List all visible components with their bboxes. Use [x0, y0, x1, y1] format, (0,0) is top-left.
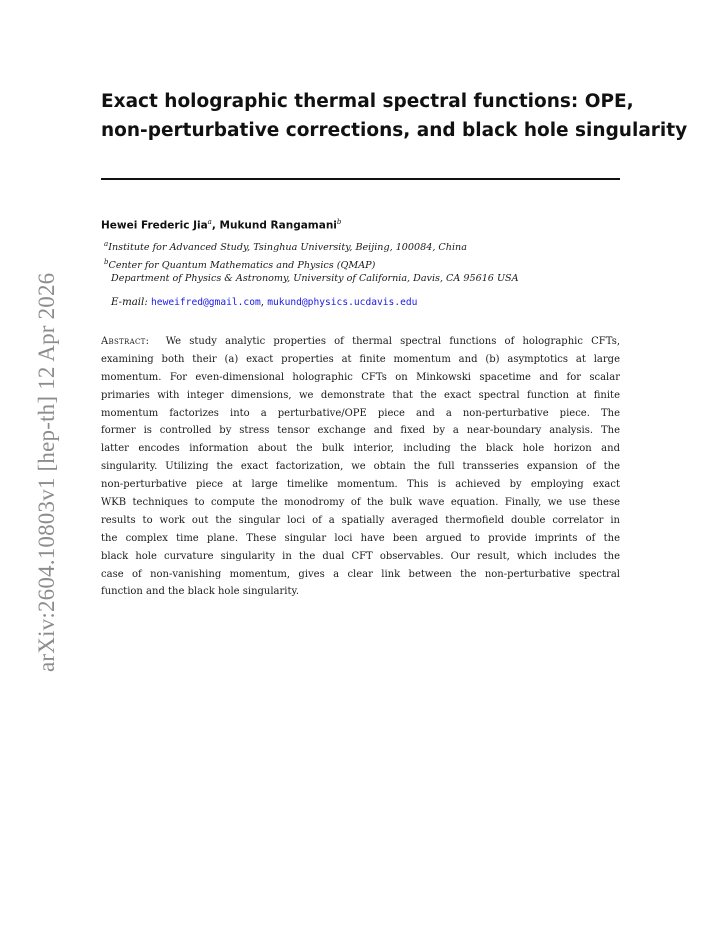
affiliation	[104, 240, 467, 253]
abstract-line: function and the black hole singularity.	[101, 586, 300, 598]
abstract-line: momentum factorizes into a perturbative/OPE piece and a non-perturbative piece. The	[101, 407, 620, 419]
email-link[interactable]: heweifred@gmail.com	[151, 297, 261, 308]
abstract-label: Abstract:	[101, 336, 150, 347]
affiliation-mark: a	[104, 240, 109, 248]
affiliation-text: Center for Quantum Mathematics and Physics (QMAP)	[108, 260, 376, 272]
arxiv-identifier: arXiv:2604.10803v1 [hep-th] 12 Apr 2026	[34, 272, 59, 672]
abstract-line: examining both their (a) exact properties at finite momentum and (b) asymptotics at large	[101, 353, 620, 365]
abstract-line: former is controlled by stress tensor exchange and fixed by a near-boundary analysis. The	[101, 425, 620, 437]
abstract-line: the complex time plane. These singular loci have been argued to provide imprints of the	[101, 532, 620, 544]
abstract-text: We study analytic properties of thermal spectral functions of holographic CFTs,	[165, 336, 620, 347]
title-line-1: Exact holographic thermal spectral functions: OPE,	[101, 91, 634, 112]
abstract-line: black hole curvature singularity in the dual CFT observables. Our result, which includes the	[101, 550, 620, 562]
title-line-2: non-perturbative corrections, and black hole singularity	[101, 120, 688, 141]
paper-title	[101, 87, 688, 145]
abstract-line: primaries with integer dimensions, we demonstrate that the exact spectral function at finite	[101, 389, 620, 401]
email-label: E-mail:	[111, 297, 148, 308]
email-link[interactable]: mukund@physics.ucdavis.edu	[267, 297, 418, 308]
abstract-line: case of non-vanishing momentum, gives a clear link between the non-perturbative spectral	[101, 568, 620, 580]
affiliation-mark: b	[104, 258, 109, 266]
title-divider	[101, 178, 620, 180]
affiliation-text: Institute for Advanced Study, Tsinghua University, Beijing, 100084, China	[108, 242, 467, 254]
abstract-line: results to work out the singular loci of a spatially averaged thermofield double correlator in	[101, 514, 620, 526]
author-name: Mukund Rangamani	[219, 219, 337, 232]
abstract-line: singularity. Utilizing the exact factorization, we obtain the full transseries expansion of the	[101, 461, 620, 473]
author-affiliation-mark: a	[207, 218, 212, 226]
email-separator: ,	[260, 297, 268, 308]
affiliation	[111, 273, 519, 284]
affiliation-text: Department of Physics & Astronomy, University of California, Davis, CA 95616 USA	[111, 273, 519, 284]
abstract-line: momentum. For even-dimensional holographic CFTs on Minkowski spacetime and for scalar	[101, 371, 620, 383]
email-line	[111, 297, 417, 308]
affiliation	[104, 258, 375, 271]
author-name: Hewei Frederic Jia	[101, 219, 208, 232]
abstract-line	[101, 333, 620, 351]
abstract-line: non-perturbative piece at large timelike momentum. This is achieved by employing exact	[101, 479, 620, 491]
abstract-line: WKB techniques to compute the monodromy of the bulk wave equation. Finally, we use these	[101, 497, 620, 509]
abstract-line: latter encodes information about the bulk interior, including the black hole horizon and	[101, 443, 620, 455]
author-affiliation-mark: b	[336, 218, 342, 226]
author-separator: ,	[211, 219, 220, 232]
abstract	[101, 333, 620, 601]
author-list	[101, 218, 341, 232]
